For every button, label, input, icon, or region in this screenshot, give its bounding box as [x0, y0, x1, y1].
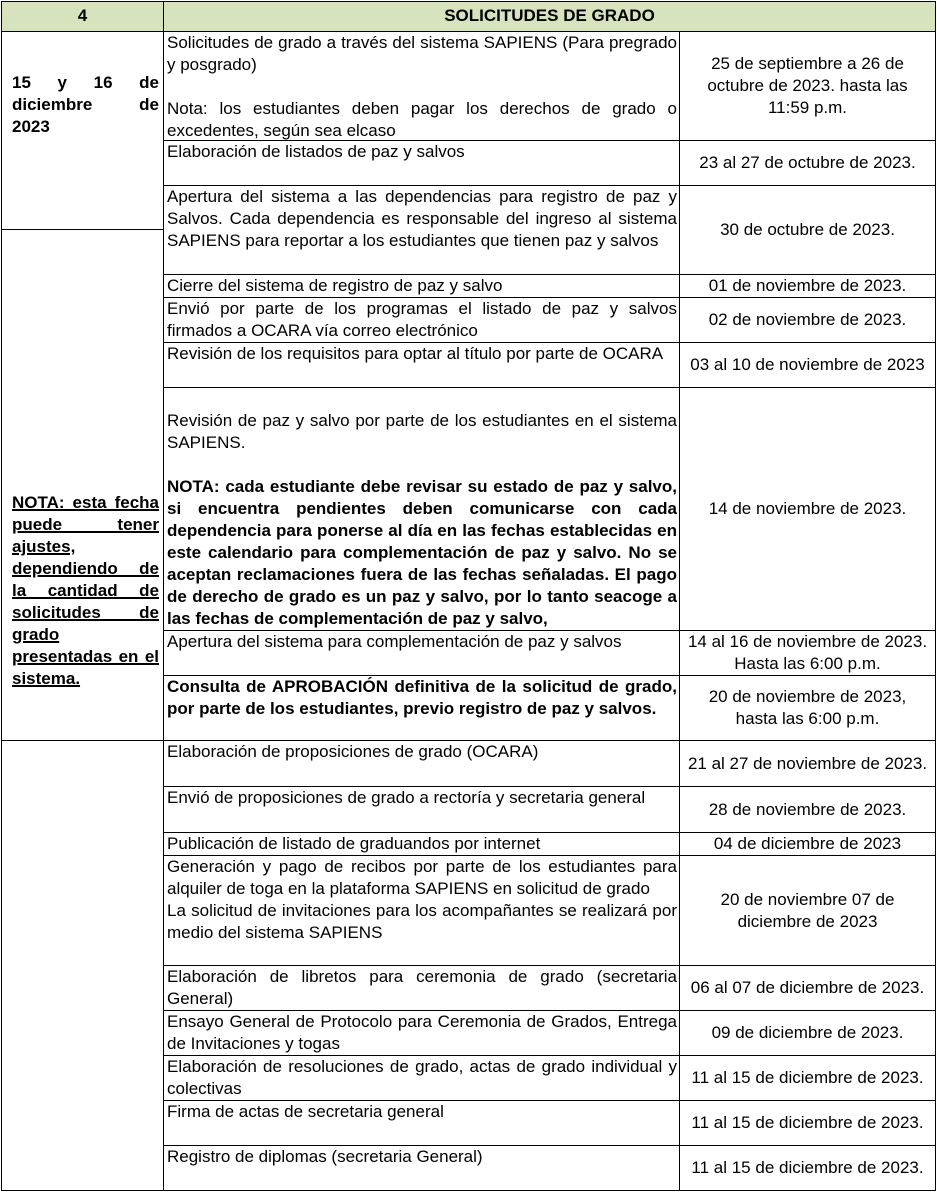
activity-text: Elaboración de resoluciones de grado, actas de grado individual y colectivas	[167, 1057, 677, 1098]
activity-cell	[163, 1055, 680, 1101]
activity-cell	[163, 1100, 680, 1146]
date-cell: 11 al 15 de diciembre de 2023.	[679, 1100, 936, 1146]
date-cell: 20 de noviembre de 2023, hasta las 6:00 p.m.	[679, 675, 936, 741]
date-cell: 11 al 15 de diciembre de 2023.	[679, 1145, 936, 1191]
activity-cell	[163, 387, 680, 631]
date-cell: 28 de noviembre de 2023.	[679, 786, 936, 833]
activity-cell	[163, 274, 680, 298]
activity-cell	[163, 342, 680, 388]
date-cell: 09 de diciembre de 2023.	[679, 1010, 936, 1056]
activity-cell	[163, 675, 680, 741]
activity-text: Elaboración de proposiciones de grado (OCARA)	[167, 742, 539, 761]
activity-cell	[163, 740, 680, 787]
activity-text: Firma de actas de secretaria general	[167, 1102, 444, 1121]
activity-cell	[163, 832, 680, 856]
section-number: 4	[1, 1, 164, 32]
activity-cell	[163, 185, 680, 275]
date-cell: 06 al 07 de diciembre de 2023.	[679, 965, 936, 1011]
activity-text: Envió de proposiciones de grado a rectoría y secretaria general	[167, 788, 646, 807]
activity-cell	[163, 140, 680, 186]
activity-text: Envió por parte de los programas el listado de paz y salvos firmados a OCARA vía correo electrónico	[167, 299, 677, 340]
activity-text: Solicitudes de grado a través del sistema SAPIENS (Para pregrado y posgrado) Nota: los estudiantes deben pagar los derechos de grado o excedentes, según sea elcaso	[167, 33, 677, 140]
activity-cell	[163, 630, 680, 676]
activity-text: Elaboración de libretos para ceremonia de grado (secretaria General)	[167, 967, 677, 1008]
activity-text: Generación y pago de recibos por parte de los estudiantes para alquiler de toga en la plataforma SAPIENS en solicitud de grado La solicitud de invitaciones para los acompañantes se realizará por medio del sistema SAPIENS	[167, 857, 677, 942]
date-cell: 01 de noviembre de 2023.	[679, 274, 936, 298]
activity-cell	[163, 965, 680, 1011]
activity-text: Elaboración de listados de paz y salvos	[167, 142, 465, 161]
date-cell: 04 de diciembre de 2023	[679, 832, 936, 856]
activity-cell	[163, 31, 680, 141]
activity-text: Apertura del sistema a las dependencias para registro de paz y Salvos. Cada dependencia es responsable del ingreso al sistema SAPIENS para reportar a los estudiantes que tienen paz y salvos	[167, 187, 677, 250]
date-cell: 02 de noviembre de 2023.	[679, 297, 936, 343]
date-cell: 14 de noviembre de 2023.	[679, 387, 936, 631]
activity-bold-note: NOTA: cada estudiante debe revisar su estado de paz y salvo, si encuentra pendientes deben comunicarse con cada dependencia para ponerse al día en las fechas establecidas en este calendario para complementación de paz y salvo. No se aceptan reclamaciones fuera de las fechas señaladas. El pago de derecho de grado es un paz y salvo, por lo tanto seacoge a las fechas de complementación de paz y salvo,	[167, 477, 677, 628]
activity-text: Registro de diplomas (secretaria General)	[167, 1147, 483, 1166]
empty-left-cell	[1, 740, 164, 1191]
section-title: SOLICITUDES DE GRADO	[163, 1, 936, 32]
activity-cell	[163, 297, 680, 343]
activity-text: Cierre del sistema de registro de paz y salvo	[167, 276, 503, 295]
date-adjustment-note: NOTA: esta fecha puede tener ajustes, dependiendo de la cantidad de solicitudes de grado presentadas en el sistema.	[12, 493, 159, 688]
date-cell: 25 de septiembre a 26 de octubre de 2023. hasta las 11:59 p.m.	[679, 31, 936, 141]
activity-text: Ensayo General de Protocolo para Ceremonia de Grados, Entrega de Invitaciones y togas	[167, 1012, 677, 1053]
date-cell: 20 de noviembre 07 de diciembre de 2023	[679, 855, 936, 966]
date-note-cell	[1, 229, 164, 741]
activity-cell	[163, 786, 680, 833]
date-cell: 03 al 10 de noviembre de 2023	[679, 342, 936, 388]
date-cell: 21 al 27 de noviembre de 2023.	[679, 740, 936, 787]
activity-text: Revisión de paz y salvo por parte de los estudiantes en el sistema SAPIENS.	[167, 411, 677, 452]
date-cell: 23 al 27 de octubre de 2023.	[679, 140, 936, 186]
date-cell: 14 al 16 de noviembre de 2023. Hasta las 6:00 p.m.	[679, 630, 936, 676]
activity-cell	[163, 1145, 680, 1191]
activity-cell	[163, 1010, 680, 1056]
date-cell: 11 al 15 de diciembre de 2023.	[679, 1055, 936, 1101]
date-cell: 30 de octubre de 2023.	[679, 185, 936, 275]
activity-text: Revisión de los requisitos para optar al título por parte de OCARA	[167, 344, 664, 363]
activity-text: Consulta de APROBACIÓN definitiva de la solicitud de grado, por parte de los estudiantes, previo registro de paz y salvos.	[167, 677, 677, 718]
activity-cell	[163, 855, 680, 966]
activity-text: Publicación de listado de graduandos por internet	[167, 834, 541, 853]
graduation-date-cell	[1, 31, 164, 230]
activity-text: Apertura del sistema para complementación de paz y salvos	[167, 632, 622, 651]
graduation-date: 15 y 16 de diciembre de 2023	[12, 73, 159, 136]
